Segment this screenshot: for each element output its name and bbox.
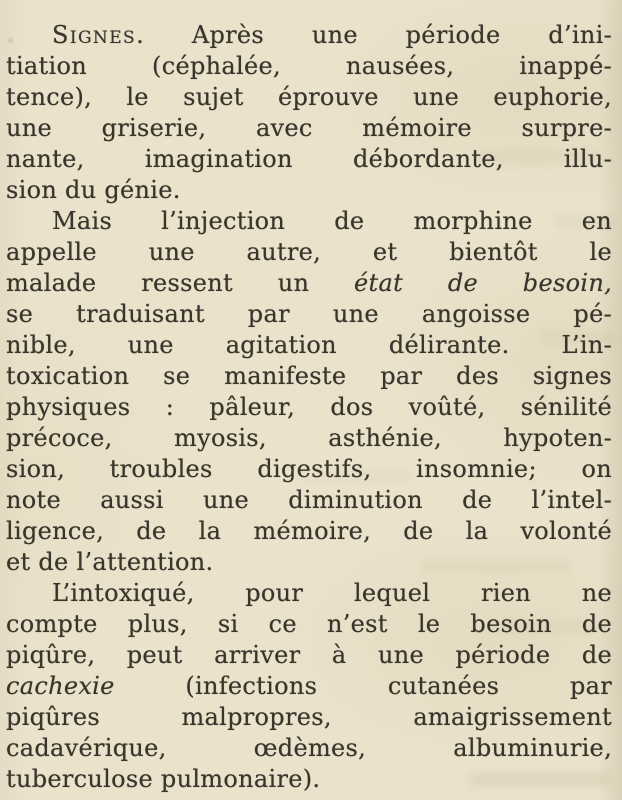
text-line <box>6 547 612 578</box>
text-segment: tence), le sujet éprouve une euphorie, <box>6 83 612 111</box>
text-segment: précoce, myosis, asthénie, hypoten- <box>6 424 612 452</box>
text-segment: compte plus, si ce n’est le besoin de <box>6 610 612 638</box>
text-segment: nante, imagination débordante, illu- <box>6 145 612 173</box>
text-segment: note aussi une diminution de l’intel- <box>6 486 612 514</box>
text-segment: physiques : pâleur, dos voûté, sénilité <box>6 393 612 421</box>
text-line <box>6 20 612 51</box>
text-line <box>6 702 612 733</box>
text-line <box>6 764 612 795</box>
text-segment: Mais l’injection de morphine en <box>52 207 612 235</box>
text-segment: se traduisant par une angoisse pé- <box>6 300 612 328</box>
text-line <box>6 733 612 764</box>
text-line <box>6 485 612 516</box>
text-segment: tiation (céphalée, nausées, inappé- <box>6 52 612 80</box>
italic-segment: état de besoin, <box>354 269 612 297</box>
text-line <box>6 299 612 330</box>
text-segment: une griserie, avec mémoire surpre- <box>6 114 612 142</box>
text-line <box>6 640 612 671</box>
text-segment: piqûres malpropres, amaigrissement <box>6 703 612 731</box>
text-line <box>6 113 612 144</box>
paragraph <box>6 578 612 795</box>
text-segment: . Après une période d’ini- <box>136 21 612 49</box>
text-line <box>6 206 612 237</box>
text-line <box>6 82 612 113</box>
text-segment: cadavérique, œdèmes, albuminurie, <box>6 734 612 762</box>
text-line <box>6 454 612 485</box>
text-line <box>6 330 612 361</box>
text-line <box>6 144 612 175</box>
text-line <box>6 516 612 547</box>
text-block <box>6 20 612 795</box>
text-segment: L’intoxiqué, pour lequel rien ne <box>52 579 612 607</box>
text-line <box>6 361 612 392</box>
paragraph <box>6 20 612 206</box>
text-segment: tuberculose pulmonaire). <box>6 765 321 793</box>
text-segment: nible, une agitation délirante. L’in- <box>6 331 612 359</box>
text-segment: sion, troubles digestifs, insomnie; on <box>6 455 612 483</box>
text-segment: toxication se manifeste par des signes <box>6 362 612 390</box>
text-line <box>6 392 612 423</box>
text-segment: malade ressent un <box>6 269 355 297</box>
text-segment: (infections cutanées par <box>114 672 612 700</box>
smallcaps-heading: Signes <box>52 21 137 49</box>
text-segment: appelle une autre, et bientôt le <box>6 238 612 266</box>
text-segment: piqûre, peut arriver à une période de <box>6 641 612 669</box>
text-line <box>6 175 612 206</box>
text-line <box>6 578 612 609</box>
text-line <box>6 671 612 702</box>
paragraph <box>6 206 612 578</box>
text-segment: ligence, de la mémoire, de la volonté <box>6 517 612 545</box>
text-line <box>6 51 612 82</box>
text-line <box>6 237 612 268</box>
text-line <box>6 423 612 454</box>
italic-segment: cachexie <box>6 672 115 700</box>
text-line <box>6 268 612 299</box>
text-segment: sion du génie. <box>6 176 181 204</box>
text-segment: et de l’attention. <box>6 548 214 576</box>
text-line <box>6 609 612 640</box>
